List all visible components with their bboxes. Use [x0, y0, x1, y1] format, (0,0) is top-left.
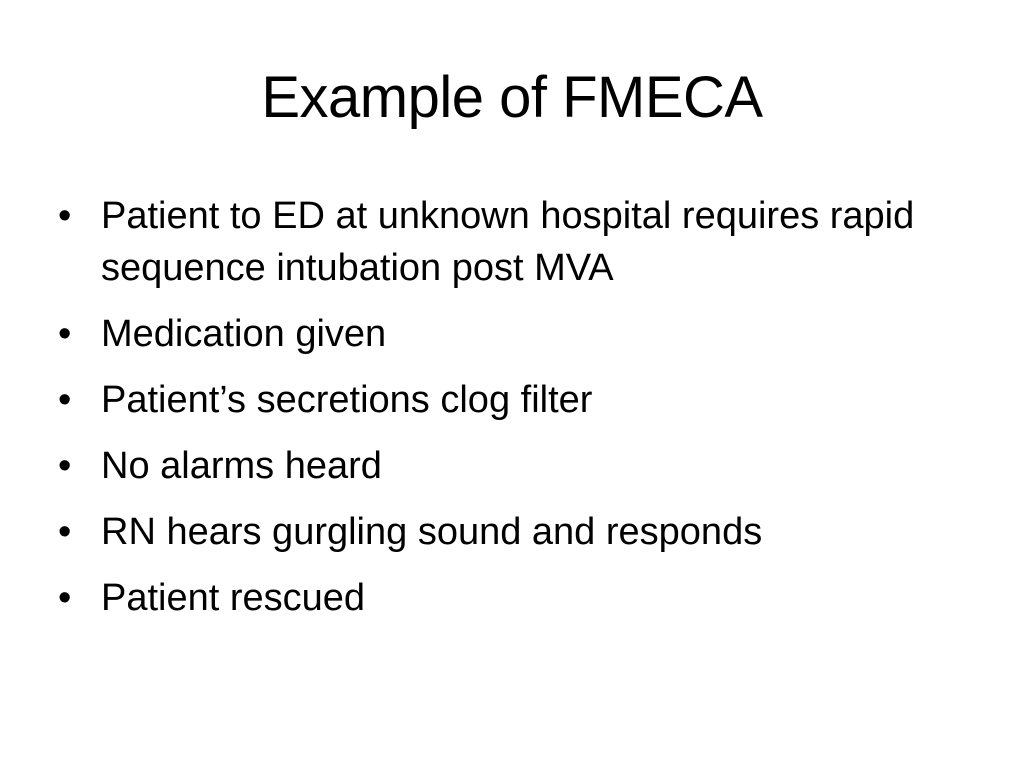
- bullet-marker: •: [58, 511, 72, 553]
- bullet-marker: •: [58, 445, 72, 487]
- list-item: [58, 440, 978, 492]
- bullet-text: RN hears gurgling sound and responds: [101, 511, 763, 553]
- list-item: [58, 308, 978, 360]
- list-item: [58, 506, 978, 558]
- bullet-text: No alarms heard: [101, 445, 382, 487]
- list-item: [58, 190, 978, 294]
- bullet-marker: •: [58, 577, 72, 619]
- bullet-marker: •: [58, 379, 72, 421]
- list-item: [58, 374, 978, 426]
- bullet-text: Patient’s secretions clog filter: [101, 379, 593, 421]
- list-item: [58, 572, 978, 624]
- bullet-marker: •: [58, 313, 72, 355]
- bullet-text: Medication given: [101, 313, 387, 355]
- bullet-marker: •: [58, 195, 72, 237]
- slide-title: Example of FMECA: [261, 65, 763, 130]
- bullet-text: Patient to ED at unknown hospital requires rapid sequence intubation post MVA: [101, 195, 915, 289]
- bullet-list: [58, 190, 978, 638]
- bullet-text: Patient rescued: [101, 577, 366, 619]
